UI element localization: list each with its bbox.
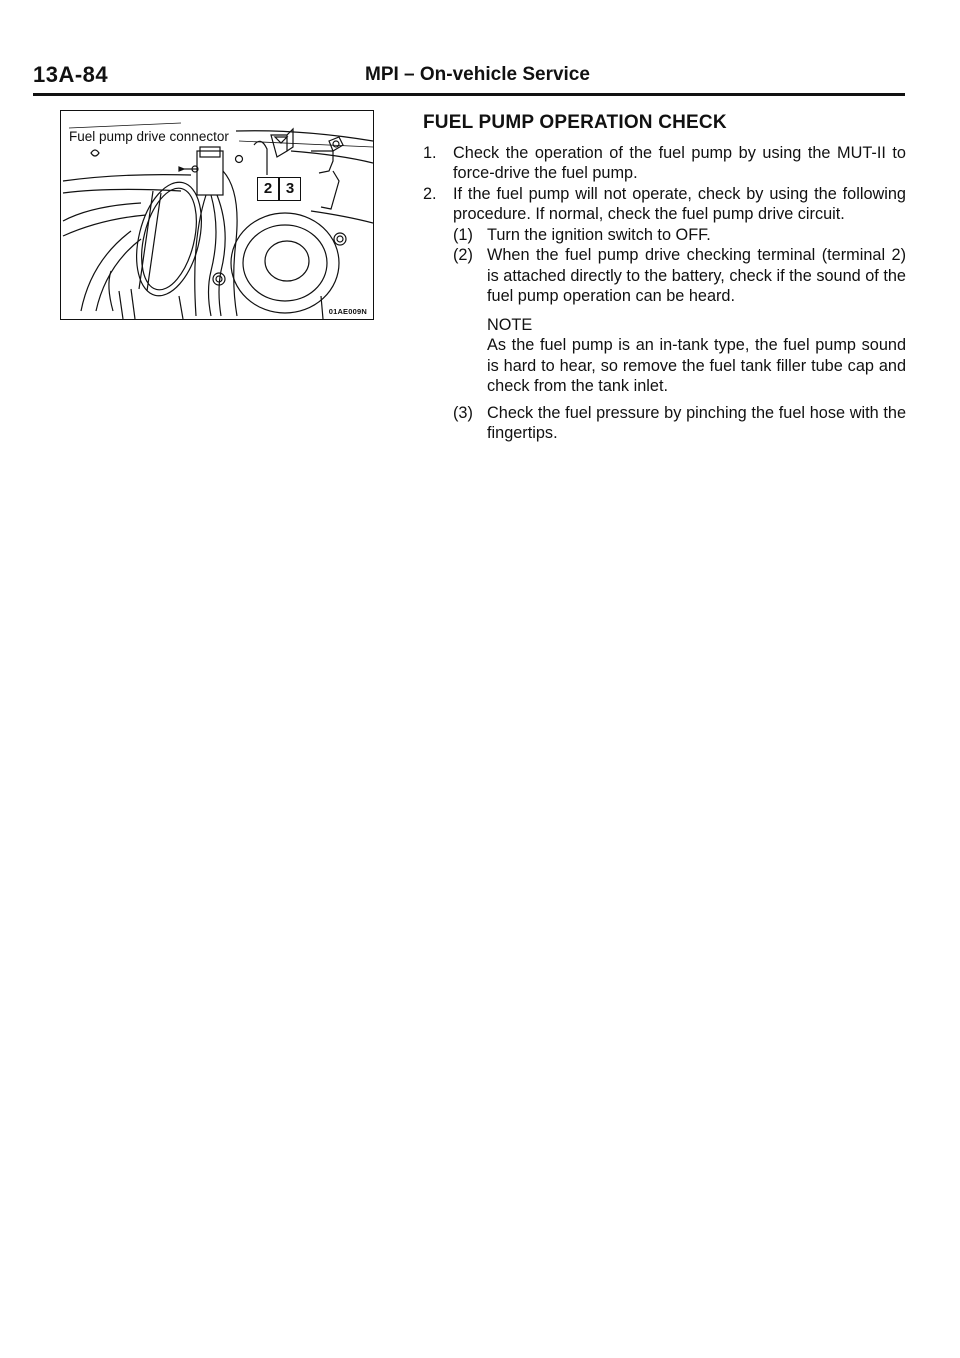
- header-rule: [33, 93, 905, 96]
- procedure-section: [423, 113, 906, 444]
- page-number: 13A-84: [33, 62, 109, 87]
- step-item: [423, 184, 906, 225]
- note-heading: NOTE: [487, 315, 533, 334]
- step-text: If the fuel pump will not operate, check by using the following procedure. If normal, check the fuel pump drive circuit.: [453, 184, 906, 223]
- step-text: Check the operation of the fuel pump by using the MUT-II to force-drive the fuel pump.: [453, 143, 906, 182]
- note-block: [423, 315, 906, 397]
- step-item: [423, 143, 906, 184]
- figure-code: 01AE009N: [328, 307, 367, 316]
- substep-number: (2): [453, 246, 473, 264]
- figure-label: Fuel pump drive connector: [69, 129, 229, 144]
- substep-item: [423, 403, 906, 444]
- substep-text: Turn the ignition switch to OFF.: [487, 225, 711, 244]
- substep-number: (3): [453, 403, 473, 422]
- procedure-title: FUEL PUMP OPERATION CHECK: [423, 112, 727, 133]
- substep-item: [423, 225, 906, 246]
- fuel-pump-connector-figure: [60, 110, 374, 320]
- substep-item: [423, 245, 906, 307]
- step-number: 1.: [423, 143, 437, 162]
- substep-text: When the fuel pump drive checking terminal (terminal 2) is attached directly to the battery, check if the sound of the fuel pump operation can be heard.: [487, 246, 906, 305]
- note-text: As the fuel pump is an in-tank type, the fuel pump sound is hard to hear, so remove the fuel tank filler tube cap and check from the tank inlet.: [487, 336, 906, 395]
- substep-number: (1): [453, 225, 473, 244]
- substep-text: Check the fuel pressure by pinching the fuel hose with the fingertips.: [487, 403, 906, 442]
- page-header: [33, 62, 905, 94]
- step-number: 2.: [423, 184, 437, 203]
- section-title: MPI – On-vehicle Service: [365, 64, 590, 85]
- terminal-2-label: 2: [257, 177, 279, 201]
- terminal-3-label: 3: [279, 177, 301, 201]
